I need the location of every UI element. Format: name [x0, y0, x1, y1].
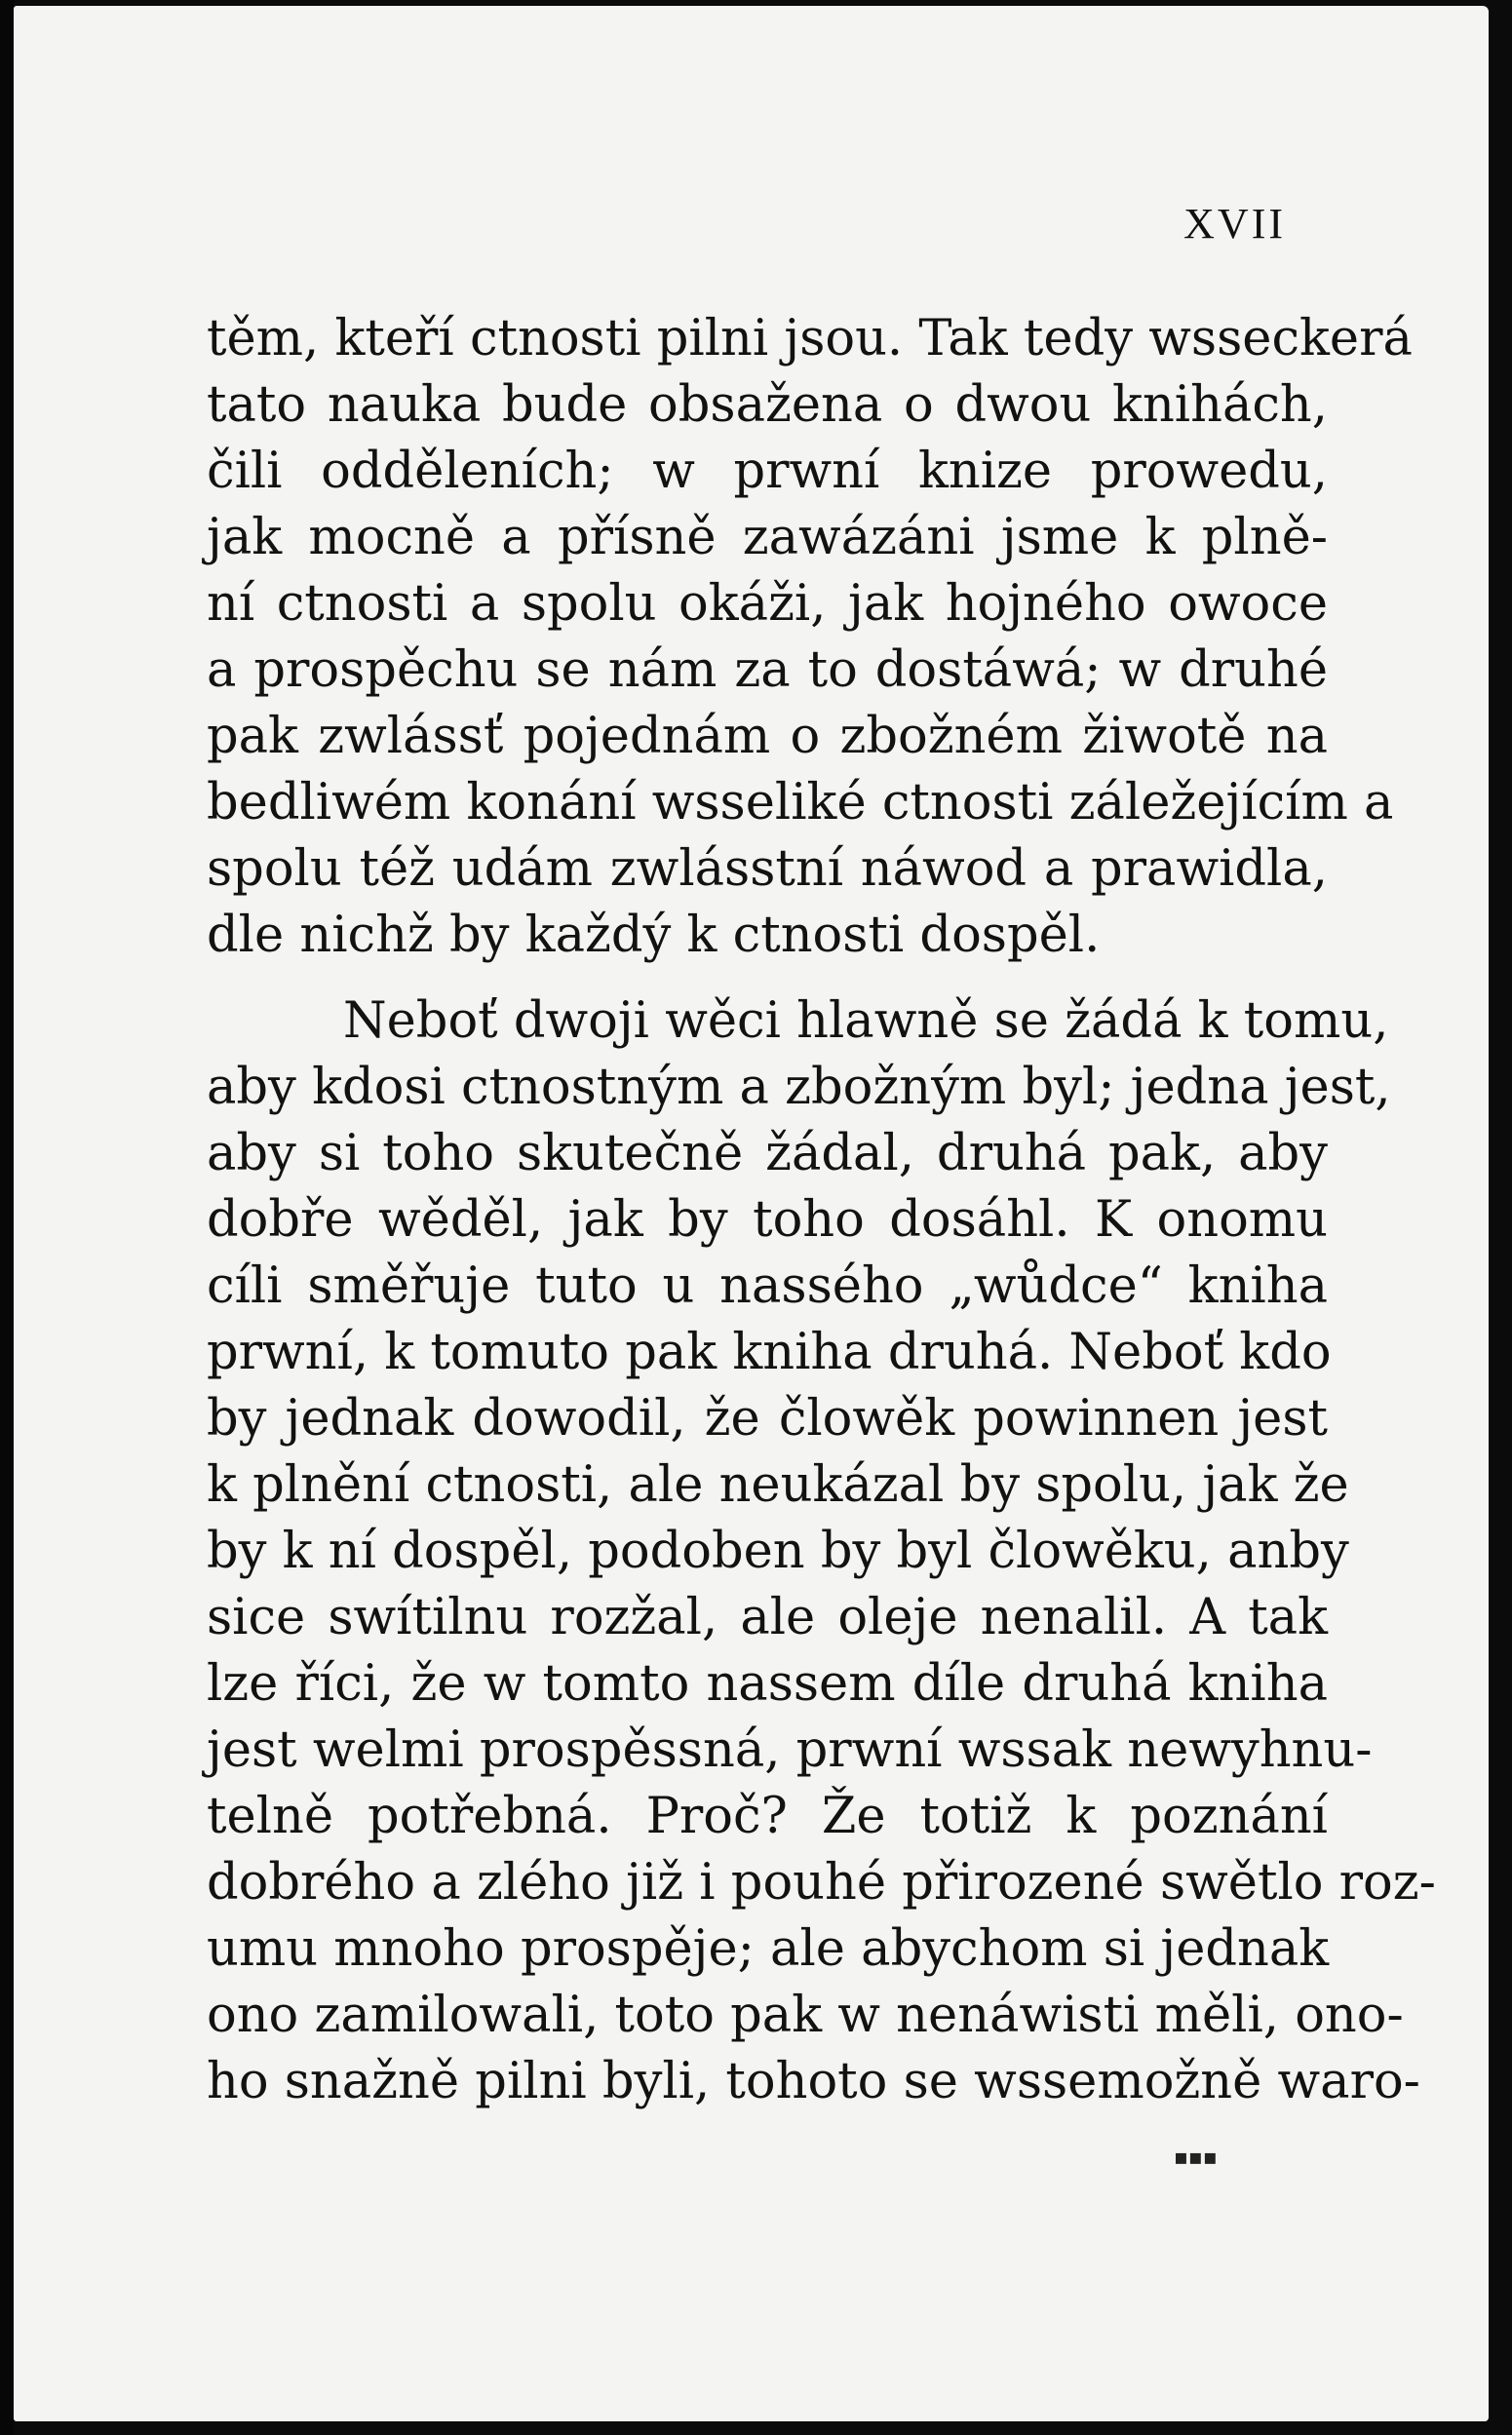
text-line: dle nichž by každý k ctnosti dospěl. — [207, 907, 1101, 964]
text-line: sice swítilnu rozžal, ale oleje nenalil. A tak — [207, 1589, 1328, 1646]
paragraph-1 — [207, 306, 1413, 969]
text-line: Neboť dwoji wěci hlawně se žádá k tomu, — [343, 992, 1389, 1050]
text-line: prwní, k tomuto pak kniha druhá. Neboť kdo — [207, 1324, 1332, 1381]
book-page — [14, 6, 1489, 2421]
page-number: XVII — [1183, 200, 1286, 248]
text-line: dobrého a zlého již i pouhé přirozené swětlo roz- — [207, 1854, 1436, 1912]
text-line: ono zamilowali, toto pak w nenáwisti měli, ono- — [207, 1987, 1404, 2044]
catchword-mark: ▪▪▪ — [1174, 2145, 1218, 2170]
text-line: k plnění ctnosti, ale neukázal by spolu, jak že — [207, 1456, 1349, 1514]
text-line: by jednak dowodil, že člowěk powinnen jest — [207, 1390, 1328, 1448]
text-line: umu mnoho prospěje; ale abychom si jednak — [207, 1920, 1330, 1978]
text-line: ho snažně pilni byli, tohoto se wssemožně waro- — [207, 2053, 1420, 2110]
text-line: jak mocně a přísně zawázáni jsme k plně- — [207, 509, 1328, 566]
text-line: jest welmi prospěssná, prwní wssak newyhnu- — [207, 1721, 1373, 1779]
text-line: lze říci, že w tomto nassem díle druhá kniha — [207, 1655, 1328, 1713]
text-line: těm, kteří ctnosti pilni jsou. Tak tedy wsseckerá — [207, 310, 1413, 367]
paragraph-2 — [207, 988, 1436, 2115]
text-line: ní ctnosti a spolu okáži, jak hojného owoce — [207, 575, 1328, 633]
text-line: aby kdosi ctnostným a zbožným byl; jedna jest, — [207, 1059, 1391, 1116]
text-line: čili odděleních; w prwní knize prowedu, — [207, 443, 1328, 500]
text-line: cíli směřuje tuto u nassého „wůdce“ kniha — [207, 1257, 1328, 1315]
text-line: tato nauka bude obsažena o dwou knihách, — [207, 376, 1328, 434]
text-line: by k ní dospěl, podoben by byl člowěku, anby — [207, 1523, 1349, 1580]
body-text — [207, 306, 1436, 2115]
scan-left-edge — [0, 0, 14, 2435]
text-line: dobře wěděl, jak by toho dosáhl. K onomu — [207, 1191, 1328, 1249]
text-line: pak zwlássť pojednám o zbožném žiwotě na — [207, 708, 1328, 765]
text-line: telně potřebná. Proč? Že totiž k poznání — [207, 1788, 1328, 1845]
text-line: aby si toho skutečně žádal, druhá pak, aby — [207, 1125, 1328, 1182]
text-line: spolu též udám zwlásstní náwod a prawidla, — [207, 840, 1328, 898]
text-line: a prospěchu se nám za to dostáwá; w druhé — [207, 641, 1328, 699]
text-line: bedliwém konání wsseliké ctnosti záležejícím a — [207, 774, 1394, 831]
